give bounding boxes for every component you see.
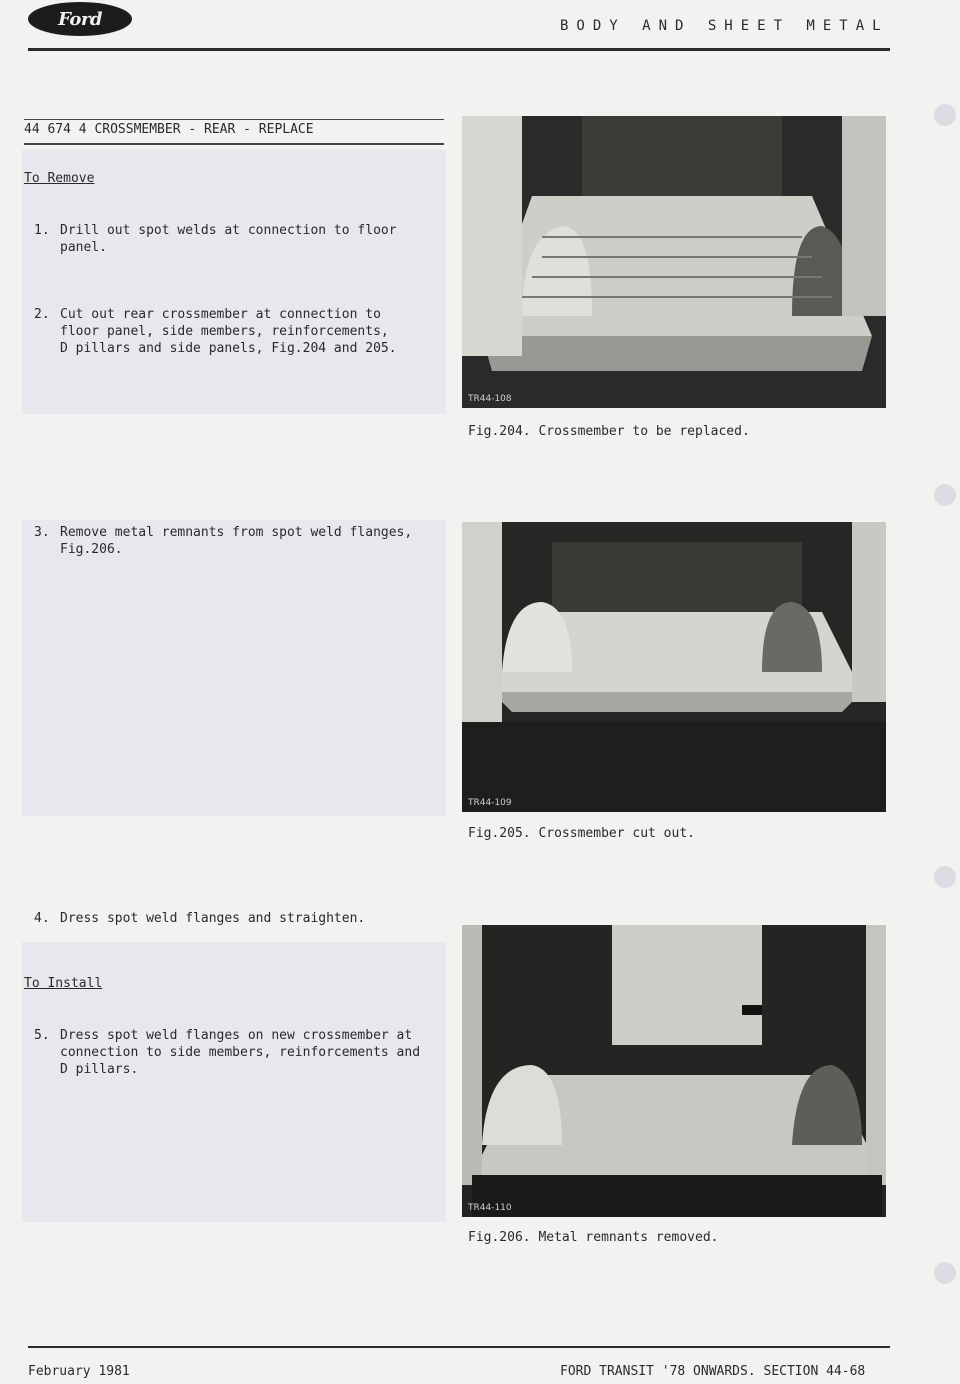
step-item <box>34 524 444 558</box>
footer-divider <box>28 1346 890 1348</box>
figure-number: Fig.204. <box>468 424 531 439</box>
to-install-subheading: To Install <box>24 976 103 991</box>
step-number: 5. <box>34 1028 50 1043</box>
footer-date: February 1981 <box>28 1364 130 1379</box>
van-floor-photo <box>462 116 886 408</box>
step-text: Remove metal remnants from spot weld flanges, Fig.206. <box>60 525 413 557</box>
step-item <box>34 910 444 927</box>
step-text: Dress spot weld flanges on new crossmember at connection to side members, reinforcements and D pillars. <box>60 1028 421 1077</box>
figure-caption <box>468 826 695 841</box>
logo-text: Ford <box>58 8 102 30</box>
punch-hole <box>934 1262 956 1284</box>
figure-caption <box>468 424 750 439</box>
ghost-panel <box>22 150 446 414</box>
figure-caption <box>468 1230 718 1245</box>
step-text: Dress spot weld flanges and straighten. <box>60 911 366 926</box>
figure-number: Fig.206. <box>468 1230 531 1245</box>
step-number: 4. <box>34 911 50 926</box>
van-floor-photo <box>462 925 886 1217</box>
ghost-panel <box>22 520 446 816</box>
ford-logo <box>28 2 132 36</box>
figure-number: Fig.205. <box>468 826 531 841</box>
step-number: 2. <box>34 307 50 322</box>
figure-photo-206 <box>462 925 886 1217</box>
step-text: Cut out rear crossmember at connection to floor panel, side members, reinforcements, D pillars and side panels, Fig.204 and 205. <box>60 307 397 356</box>
figure-photo-205 <box>462 522 886 812</box>
section-heading: 44 674 4 CROSSMEMBER - REAR - REPLACE <box>24 119 444 145</box>
page-header-title: BODY AND SHEET METAL <box>560 18 889 34</box>
step-text: Drill out spot welds at connection to floor panel. <box>60 223 397 255</box>
punch-hole <box>934 104 956 126</box>
punch-hole <box>934 484 956 506</box>
step-number: 1. <box>34 223 50 238</box>
figure-caption-text: Metal remnants removed. <box>538 1230 719 1245</box>
photo-reference-code: TR44-110 <box>468 1203 512 1213</box>
footer-publication: FORD TRANSIT '78 ONWARDS. SECTION 44-68 <box>560 1364 866 1379</box>
photo-reference-code: TR44-109 <box>468 798 512 808</box>
punch-hole <box>934 866 956 888</box>
van-floor-photo <box>462 522 886 812</box>
step-item <box>34 1027 450 1078</box>
header-divider <box>28 48 890 51</box>
step-item <box>34 306 444 357</box>
figure-caption-text: Crossmember cut out. <box>538 826 695 841</box>
photo-reference-code: TR44-108 <box>468 394 512 404</box>
figure-caption-text: Crossmember to be replaced. <box>538 424 750 439</box>
step-item <box>34 222 444 256</box>
figure-photo-204 <box>462 116 886 408</box>
step-number: 3. <box>34 525 50 540</box>
to-remove-subheading: To Remove <box>24 171 95 186</box>
